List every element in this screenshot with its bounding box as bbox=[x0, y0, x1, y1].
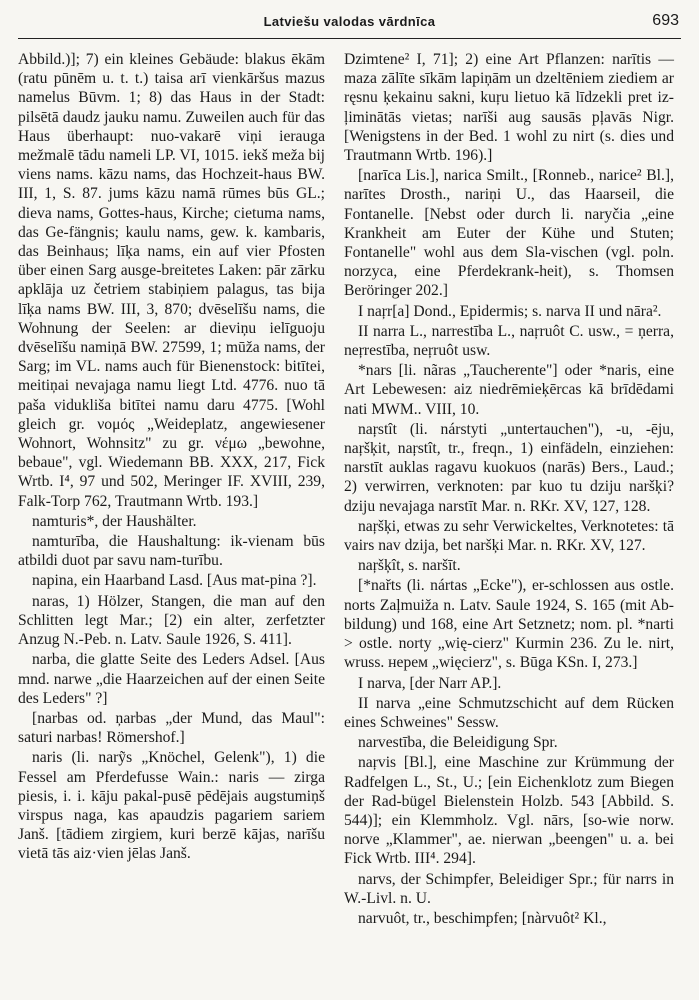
dictionary-entry: namturība, die Haushaltung: ik-vienam būs atbildi duot par savu nam-turību. bbox=[18, 533, 325, 570]
dictionary-entry: naŗšķi, etwas zu sehr Verwickeltes, Verknotetes: tā vairs nav dzija, bet naršķi Mar. n. RKr. XV, 127. bbox=[344, 517, 674, 555]
page-number: 693 bbox=[652, 12, 679, 29]
dictionary-entry: naris (li. narỹs „Knöchel, Gelenk"), 1) die Fessel am Pferdefusse Wain.: naris — zirga piesis, i. i. kāju pakal-pusē pēdējais augstumiņš virspus naga, kas apaudzis pagariem sariem Janš. [tādiem zirgiem, kuri berzē kājas, narīšu vietā tās aiz·vien jēlas Janš. bbox=[18, 749, 325, 863]
dictionary-entry: I narva, [der Narr AP.]. bbox=[358, 674, 502, 692]
header-rule bbox=[18, 38, 681, 39]
right-column bbox=[344, 50, 674, 929]
running-title: Latviešu valodas vārdnīca bbox=[263, 14, 436, 29]
dictionary-entry: Dzimtene² I, 71]; 2) eine Art Pflanzen: narītis — maza zālīte sīkām lapiņām un dzeltēniem ziediem ar ręsnu ķekainu sakni, kuŗu lietuo kā līdzekli pret iz-ļiminātās vietas; narīši aug sausās pļavās Nigr. [Wenigstens in der Bed. 1 wohl zu nirt (s. dies und Trautmann Wrtb. 196).] bbox=[344, 51, 674, 165]
dictionary-entry: narvestība, die Beleidigung Spr. bbox=[358, 734, 558, 752]
dictionary-entry: namturis*, der Haushälter. bbox=[32, 512, 197, 530]
dictionary-entry: *nars [li. nãras „Taucherente"] oder *naris, eine Art Lebewesen: aiz niedrēmieķērcas kā brīdēdami nati MWM.. VIII, 10. bbox=[344, 362, 674, 418]
dictionary-entry: narvs, der Schimpfer, Beleidiger Spr.; für narrs in W.-Livl. n. U. bbox=[344, 870, 674, 907]
dictionary-entry: naŗvis [Bl.], eine Maschine zur Krümmung der Radfelgen L., St., U.; [ein Eichenklotz zum Biegen der Rad-bügel Bielenstein Holzb. 543 [Abbild. S. 544)]; ein Klemmholz. Vgl. nārs, [so-wie norw. norve „Klammer", ae. nierwan „beengen" u. a. bei Fick Wrtb. III⁴. 294]. bbox=[344, 754, 674, 868]
dictionary-entry: [narīca Lis.], narica Smilt., [Ronneb., narice² Bl.], narītes Drosth., nariņi U., das Haarseil, die Fontanelle. [Nebst oder durch li. naryčia „eine Krankheit am Euter der Kühe und Stuten; Fontanelle" wohl aus dem Sla-vischen (vgl. poln. norzyca, eine Pferdekrank-heit), s. Thomsen Beröringer 202.] bbox=[344, 167, 674, 300]
dictionary-entry: napina, ein Haarband Lasd. [Aus mat-pina ?]. bbox=[32, 572, 317, 590]
page-header bbox=[18, 14, 681, 36]
dictionary-entry: II narra L., narrestība L., naŗruôt C. usw., = ņerra, neŗrestība, neŗruôt usw. bbox=[344, 322, 674, 360]
dictionary-entry: II narva „eine Schmutzschicht auf dem Rücken eines Schweines" Sessw. bbox=[344, 694, 674, 731]
dictionary-entry: naŗstît (li. nárstyti „untertauchen"), -u, -ēju, naŗšķit, naŗstît, tr., freqn., 1) einfädeln, einziehen: narstīt auklas ragavu kuokuos (narās) Bers., Laud.; 2) verwirren, verknoten: par kuo tu dziju naršķi? dziju nevajaga narstīt Mar. n. RKr. XV, 127, 128. bbox=[344, 420, 674, 515]
dictionary-entry: narba, die glatte Seite des Leders Adsel. [Aus mnd. narwe „die Haarzeichen auf der einen Seite des Leders" ?] bbox=[18, 651, 325, 707]
dictionary-entry: narvuôt, tr., beschimpfen; [nàrvuôt² Kl., bbox=[358, 909, 607, 927]
dictionary-entry: I naŗr[a] Dond., Epidermis; s. narva II und nāra². bbox=[358, 302, 662, 320]
dictionary-entry: [*nařts (li. nártas „Ecke"), er-schlossen aus ostle. norts Zaļmuiža n. Latv. Saule 1924, S. 165 (mit Ab-bildung) und 168, eine Art Setznetz; nom. pl. *narti > ostle. norty „wię-cierz" Kurmin 236. Zu le. nirt, wruss. нерем „więcierz", s. Būga KSn. I, 273.] bbox=[344, 577, 674, 672]
dictionary-entry: naras, 1) Hölzer, Stangen, die man auf den Schlitten legt Mar.; [2) ein alter, zerfetzter Anzug N.-Peb. n. Latv. Saule 1926, S. 411]. bbox=[18, 592, 325, 649]
dictionary-entry: Abbild.)]; 7) ein kleines Gebäude: blakus ēkām (ratu pūnēm u. t. t.) taisa arī vienkāršus mazus namelus Būvm. 1; 8) das Haus in der Stadt: pilsētā daudz jauku namu. Zuweilen auch für das Haus überhaupt: nuo-vakarē viņi ierauga mežmalē tādu nameli LP. VI, 1015. iekš meža bij viens nams. kāzu nams, das Hochzeit-haus BW. III, 1, S. 87. jums kāzu namā rūmes būs GL.; dieva nams, Gottes-haus, Kirche; cietuma nams, das Ge-fängnis; kaulu nams, gew. k. kambaris, das Beinhaus; līķa nams, ein auf vier Pfosten über einen Sarg ausge-breitetes Laken: pār zārku apklāja uz četriem stabiņiem palagus, tas bija līķa nams BW. III, 3, 870; dvēselīšu nams, die Wohnung der Seelen: ar dieviņu ielīguoju dvēselīšu namiņā BW. 27599, 1; mūža nams, der Sarg; im VL. nams auch für Bienenstock: bitītei, meitiņai nevajaga namu liegt Ltd. 4776. nuo tā paša vidukliša bitītei namu daru 4775. [Wohl gleich gr. νομός „Weideplatz, angewiesener Wohnort, Wohnsitz" zu gr. νέμω „bewohne, bebaue", vgl. Wiedemann BB. XXX, 217, Fick Wrtb. I⁴, 97 und 502, Meringer IF. XVIII, 239, Falk-Torp 762, Trautmann Wrtb. 193.] bbox=[18, 51, 325, 510]
dictionary-entry: [narbas od. ņarbas „der Mund, das Maul": saturi narbas! Römershof.] bbox=[18, 709, 325, 747]
left-column bbox=[18, 50, 325, 865]
dictionary-entry: naŗšķît, s. naršīt. bbox=[358, 557, 461, 575]
